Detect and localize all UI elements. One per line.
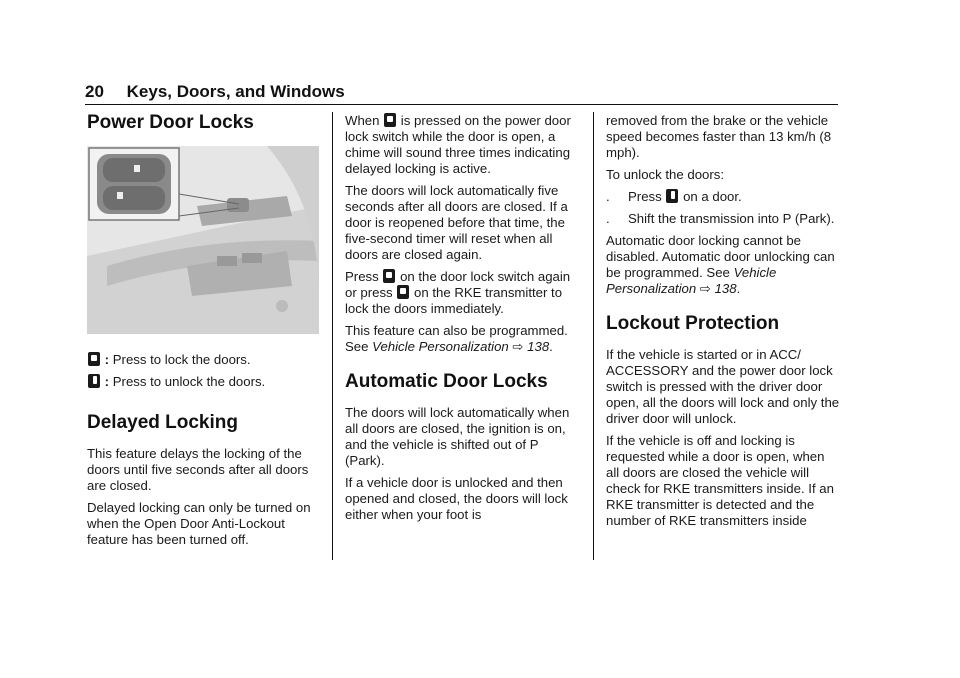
cross-reference-link[interactable]: Vehicle Personalization bbox=[606, 265, 777, 296]
section-title-power-door-locks: Power Door Locks bbox=[87, 112, 254, 133]
section-title-delayed-locking: Delayed Locking bbox=[87, 412, 238, 433]
paragraph: If a vehicle door is unlocked and then opened and closed, the doors will lock either when your foot is bbox=[345, 475, 568, 522]
paragraph: removed from the brake or the vehicle speed becomes faster than 13 km/h (8 mph). bbox=[606, 113, 832, 160]
page-reference[interactable]: 138 bbox=[714, 281, 737, 296]
unlock-icon bbox=[88, 374, 100, 388]
unlock-legend-text: Press to unlock the doors. bbox=[112, 374, 266, 389]
paragraph: The doors will lock automatically when all doors are closed, the ignition is on, and the vehicle is shifted out of P (Park). bbox=[345, 405, 570, 468]
column-2 bbox=[345, 113, 579, 529]
paragraph: If the vehicle is off and locking is requested while a door is open, when all doors are closed the vehicle will check for RKE transmitters inside. If an RKE transmitter is detected and the number of RKE transmitters inside bbox=[606, 433, 834, 528]
lock-icon bbox=[384, 113, 396, 127]
lock-icon bbox=[397, 285, 409, 299]
paragraph: Press on the door lock switch again or press on the RKE transmitter to lock the doors immediately. bbox=[345, 269, 571, 316]
column-divider-1 bbox=[332, 112, 333, 560]
bullet-item: . Press on a door. bbox=[606, 189, 742, 204]
paragraph: This feature can also be programmed. See Vehicle Personalization ⇨ 138. bbox=[345, 323, 568, 354]
page-header bbox=[85, 82, 838, 105]
paragraph: This feature delays the locking of the doors until five seconds after all doors are closed. bbox=[87, 446, 309, 493]
paragraph: The doors will lock automatically five seconds after all doors are closed. If a door is reopened before that time, the five-second timer will reset when all doors are closed again. bbox=[345, 183, 568, 262]
paragraph: When is pressed on the power door lock switch while the door is open, a chime will sound three times indicating delayed locking is active. bbox=[345, 113, 571, 176]
paragraph: To unlock the doors: bbox=[606, 167, 725, 182]
arrow-icon: ⇨ bbox=[512, 339, 524, 354]
column-divider-2 bbox=[593, 112, 594, 560]
paragraph: Automatic door locking cannot be disabled. Automatic door unlocking can be programmed. See Vehicle Personalization ⇨ 138. bbox=[606, 233, 835, 296]
section-title-automatic-door-locks: Automatic Door Locks bbox=[345, 371, 548, 392]
lock-icon bbox=[88, 352, 100, 366]
cross-reference-link[interactable]: Vehicle Personalization bbox=[372, 339, 509, 354]
door-lock-switch-illustration bbox=[87, 146, 319, 334]
lock-legend-text: Press to lock the doors. bbox=[112, 352, 251, 367]
bullet-item: . Shift the transmission into P (Park). bbox=[606, 211, 835, 226]
column-1: Power Door Locks : Press to lock the doors. : Press to unlock the doors. Delayed Locking This feature delays the locking of the doors until five seconds after all doors are closed. Delayed locking can only be turned on when the Open Door Anti-Lockout feature has been turned off. bbox=[87, 112, 319, 554]
section-title-lockout-protection: Lockout Protection bbox=[606, 313, 780, 334]
chapter-title: Keys, Doors, and Windows bbox=[126, 82, 345, 101]
paragraph: If the vehicle is started or in ACC/ ACCESSORY and the power door lock switch is pressed with the driver door open, all the doors will lock and only the driver door will unlock. bbox=[606, 347, 840, 426]
unlock-icon bbox=[666, 189, 678, 203]
column-3 bbox=[606, 113, 841, 535]
page-number: 20 bbox=[85, 82, 104, 101]
arrow-icon: ⇨ bbox=[699, 281, 711, 296]
paragraph: Delayed locking can only be turned on when the Open Door Anti-Lockout feature has been turned off. bbox=[87, 500, 311, 547]
lock-icon bbox=[383, 269, 395, 283]
page-reference[interactable]: 138 bbox=[527, 339, 550, 354]
